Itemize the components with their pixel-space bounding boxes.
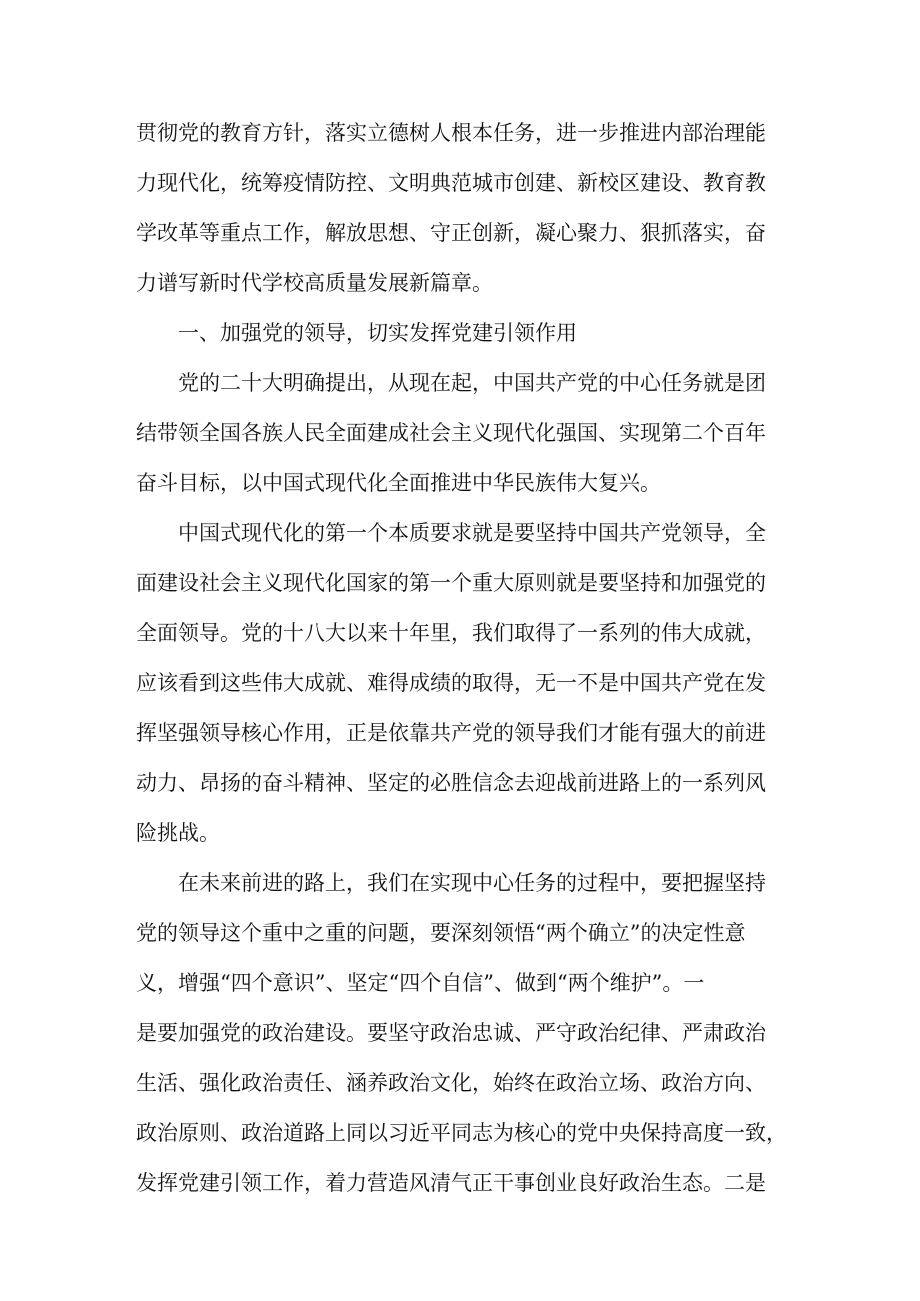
paragraph-3-line-text: 险挑战。 [136, 821, 220, 845]
paragraph-3-line-text: 全面领导。党的十八大以来十年里，我们取得了一系列的伟大成就， [136, 621, 766, 645]
paragraph-4-line-text: 生活、强化政治责任、涵养政治文化，始终在政治立场、政治方向、 [136, 1071, 766, 1095]
paragraph-4-line-text: 政治原则、政治道路上同以习近平同志为核心的党中央保持高度一致， [136, 1121, 787, 1145]
paragraph-3-line-text: 动力、昂扬的奋斗精神、坚定的必胜信念去迎战前进路上的一系列风 [136, 771, 766, 795]
paragraph-1-line-text: 贯彻党的教育方针，落实立德树人根本任务，进一步推进内部治理能 [136, 121, 766, 145]
paragraph-4-line [0, 1015, 920, 1051]
paragraph-4-line [0, 1065, 920, 1101]
paragraph-4-line [0, 915, 920, 951]
paragraph-3-line [0, 715, 920, 751]
paragraph-4-line-text: 在未来前进的路上，我们在实现中心任务的过程中，要把握坚持 [178, 871, 766, 895]
paragraph-3-line-text: 挥坚强领导核心作用，正是依靠共产党的领导我们才能有强大的前进 [136, 721, 766, 745]
section-heading: 一、加强党的领导，切实发挥党建引领作用 [178, 321, 577, 345]
paragraph-2-line-text: 结带领全国各族人民全面建成社会主义现代化强国、实现第二个百年 [136, 421, 766, 445]
paragraph-1-line [0, 115, 920, 151]
paragraph-4-line-text: 义，增强“四个意识”、坚定“四个自信”、做到“两个维护”。一 [136, 971, 705, 995]
paragraph-3-line [0, 515, 920, 551]
paragraph-1-line-text: 力现代化，统筹疫情防控、文明典范城市创建、新校区建设、教育教 [136, 171, 766, 195]
paragraph-4-line [0, 865, 920, 901]
section-heading-line [0, 315, 920, 351]
paragraph-1-line-text: 学改革等重点工作，解放思想、守正创新，凝心聚力、狠抓落实，奋 [136, 221, 766, 245]
paragraph-2-line [0, 365, 920, 401]
paragraph-3-line [0, 615, 920, 651]
paragraph-3-line-text: 中国式现代化的第一个本质要求就是要坚持中国共产党领导，全 [178, 521, 766, 545]
paragraph-3-line-text: 面建设社会主义现代化国家的第一个重大原则就是要坚持和加强党的 [136, 571, 766, 595]
paragraph-4-line [0, 1115, 920, 1151]
paragraph-2-line [0, 415, 920, 451]
paragraph-4-line [0, 965, 920, 1001]
paragraph-4-line-text: 发挥党建引领工作，着力营造风清气正干事创业良好政治生态。二是 [136, 1171, 766, 1195]
paragraph-1-line [0, 265, 920, 301]
paragraph-2-line [0, 465, 920, 501]
paragraph-4-line-text: 是要加强党的政治建设。要坚守政治忠诚、严守政治纪律、严肃政治 [136, 1021, 766, 1045]
paragraph-3-line [0, 765, 920, 801]
paragraph-1-line [0, 215, 920, 251]
paragraph-3-line-text: 应该看到这些伟大成就、难得成绩的取得，无一不是中国共产党在发 [136, 671, 766, 695]
paragraph-3-line [0, 565, 920, 601]
paragraph-1-line [0, 165, 920, 201]
paragraph-2-line-text: 党的二十大明确提出，从现在起，中国共产党的中心任务就是团 [178, 371, 766, 395]
paragraph-1-line-text: 力谱写新时代学校高质量发展新篇章。 [136, 271, 493, 295]
paragraph-2-line-text: 奋斗目标，以中国式现代化全面推进中华民族伟大复兴。 [136, 471, 661, 495]
paragraph-4-line-text: 党的领导这个重中之重的问题，要深刻领悟“两个确立”的决定性意 [136, 921, 746, 945]
paragraph-3-line [0, 665, 920, 701]
paragraph-4-line [0, 1165, 920, 1201]
paragraph-3-line [0, 815, 920, 851]
